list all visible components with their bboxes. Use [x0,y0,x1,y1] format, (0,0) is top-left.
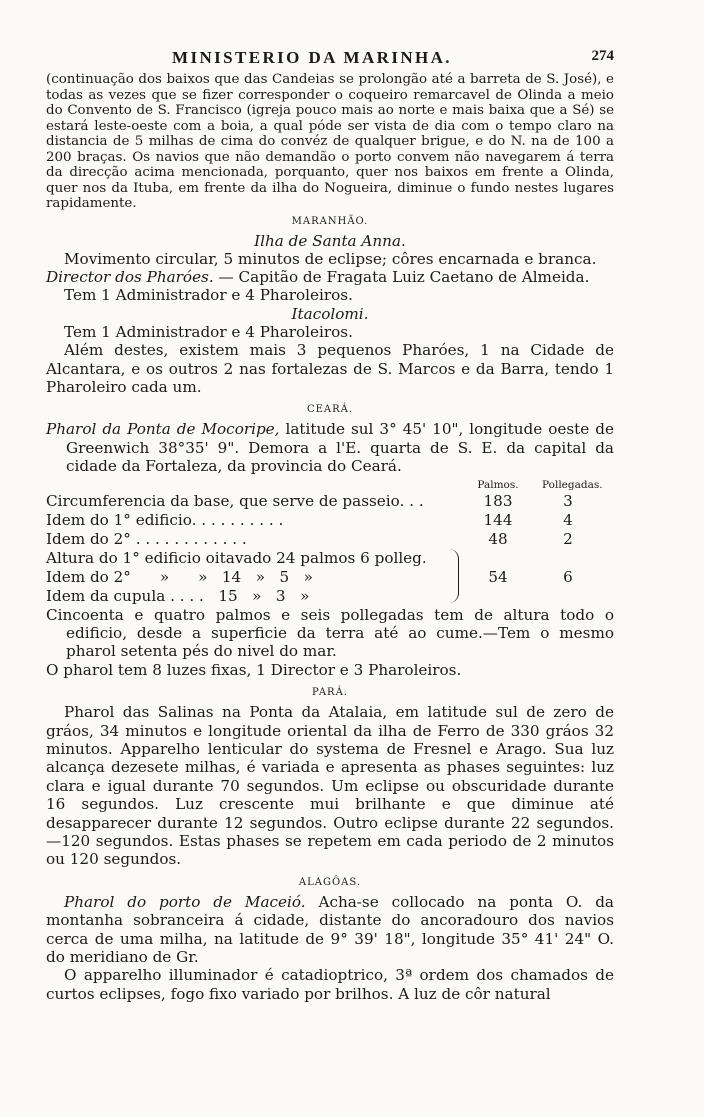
group-total-pollegadas: 6 [563,567,573,586]
maceio-text: Acha-se collocado na ponta O. da montanha sobranceira á cidade, distante do ancoradouro dos navios cerca de uma milha, na latitude de 9° 39' 18", longitude 35° 41' 24" O. do meridiano de Gr. [46,892,614,967]
body-text [46,72,614,1003]
row-palmos: 183 [483,491,513,510]
section-heading-alagoas: ALAGÔAS. [298,876,362,888]
director-label: Director dos Pharóes. [46,267,214,286]
section-heading-maranhao: MARANHÃO. [291,215,369,227]
height-group [46,549,614,606]
running-title: MINISTERIO DA MARINHA. [172,48,452,67]
paragraph-total-height: Cincoenta e quatro palmos e seis pollegadas tem de altura todo o edificio, desde a superficie da terra até ao cume.—Tem o mesmo pharol setenta pés do nivel do mar. [46,605,614,661]
paragraph-ceara-staff: O pharol tem 8 luzes fixas, 1 Director e 3 Pharoleiros. [46,660,462,679]
paragraph-mocoripe [46,420,614,475]
brace [448,549,459,603]
row-label: Idem do 1° edificio. . . . . . . . . . [46,510,284,529]
row-label: Idem do 2° . . . . . . . . . . . . [46,529,247,548]
row-pollegadas: 4 [563,510,573,529]
page-number: 274 [591,48,614,64]
subheading-santa-anna: Ilha de Santa Anna. [254,231,406,250]
dimensions-table [46,476,614,606]
paragraph-staff-itacolomi: Tem 1 Administrador e 4 Pharoleiros. [64,322,353,341]
row-pollegadas: 2 [563,529,573,548]
paragraph-maceio [46,893,614,967]
row-label: Circumferencia da base, que serve de passeio. . . [46,491,424,510]
paragraph-director [46,268,614,286]
column-header-palmos: Palmos. [477,478,519,491]
section-heading-para: PARÁ. [312,687,348,699]
section-heading-ceara: CEARÁ. [306,404,354,416]
height-line: Altura do 1° edificio oitavado 24 palmos 6 polleg. [46,548,427,567]
table-row [46,530,614,549]
column-header-pollegadas: Pollegadas. [542,478,603,491]
mocoripe-label: Pharol da Ponta de Mocoripe, [46,420,280,439]
group-total-palmos: 54 [488,567,508,586]
height-group-lines [46,549,427,606]
mocoripe-text: latitude sul 3° 45' 10", longitude oeste de Greenwich 38°35' 9". Demora a l'E. quarta de S. E. da capital da cidade da Fortaleza, da provincia do Ceará. [66,420,614,476]
row-palmos: 144 [483,510,513,529]
paragraph-staff-santa-anna: Tem 1 Administrador e 4 Pharoleiros. [64,286,353,305]
subheading-itacolomi: Itacolomi. [291,304,369,323]
table-column-headers [46,476,614,492]
paragraph-other-lighthouses: Além destes, existem mais 3 pequenos Pharóes, 1 na Cidade de Alcantara, e os outros 2 nas fortalezas de S. Marcos e da Barra, tendo 1 Pharoleiro cada um. [46,341,614,396]
table-row [46,511,614,530]
paragraph-apparatus: O apparelho illuminador é catadioptrico, 3ª ordem dos chamados de curtos eclipses, fogo fixo variado por brilhos. A luz de côr natural [46,966,614,1003]
page-header [0,40,704,66]
height-line: Idem do 2° » » 14 » 5 » [46,567,313,586]
paragraph-salinas: Pharol das Salinas na Ponta da Atalaia, em latitude sul de zero de gráos, 34 minutos e longitude oriental da ilha de Ferro de 330 gráos 32 minutos. Apparelho lenticular do systema de Fresnel e Arago. Sua luz alcança dezesete milhas, é variada e apresenta as phases seguintes: luz clara e igual durante 70 segundos. Um eclipse ou obscuridade durante 16 segundos. Luz crescente mui brilhante e que diminue até desapparecer durante 12 segundos. Outro eclipse durante 22 segundos.—120 segundos. Estas phases se repetem em cada periodo de 2 minutos ou 120 segundos. [46,703,614,869]
height-line: Idem da cupula . . . . 15 » 3 » [46,586,310,605]
paragraph-continuation: (continuação dos baixos que das Candeias se prolongão até a barreta de S. José), e todas as vezes que se fizer corresponder o coqueiro remarcavel de Olinda a meio do Convento de S. Francisco (igreja pouco mais ao norte e mais baixa que a Sé) se estará leste-oeste com a boia, a qual póde ser vista de dia com o tempo claro na distancia de 5 milhas de cima do convéz de qualquer brigue, e do N. na de 100 a 200 braças. Os navios que não demandão o porto convem não navegarem á terra da direcção acima mencionada, porquanto, quer nos baixos em frente a Olinda, quer nos da Ituba, em frente da ilha do Nogueira, diminue o fundo nestes lugares rapidamente. [46,72,614,211]
row-palmos: 48 [488,529,508,548]
table-row [46,492,614,511]
maceio-label: Pharol do porto de Maceió. [64,892,306,911]
row-pollegadas: 3 [563,491,573,510]
director-text: — Capitão de Fragata Luiz Caetano de Almeida. [213,267,590,286]
paragraph-santa-anna-light: Movimento circular, 5 minutos de eclipse; côres encarnada e branca. [64,249,597,268]
